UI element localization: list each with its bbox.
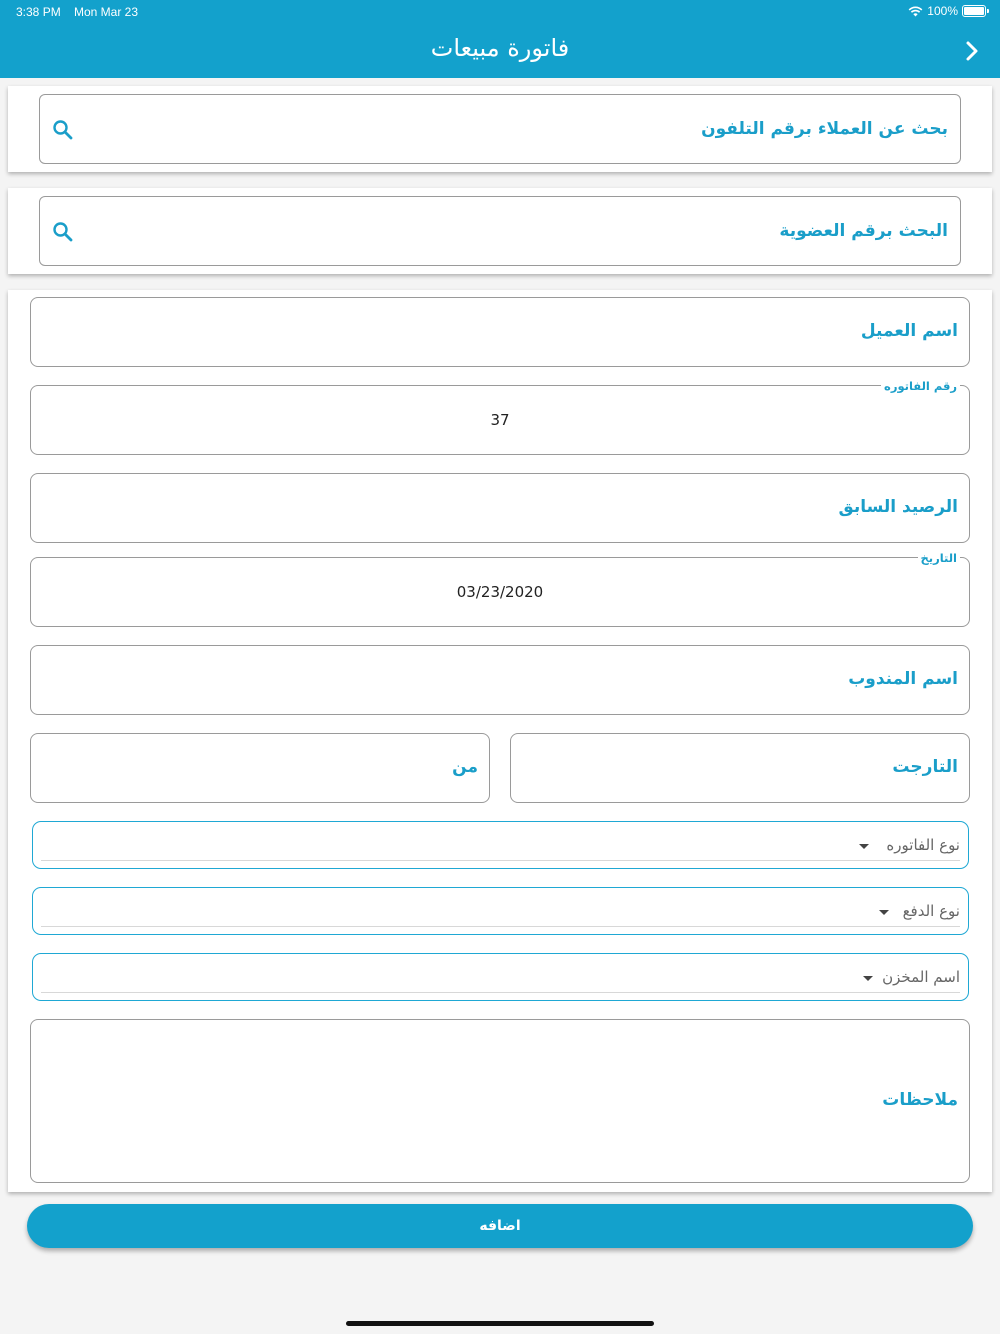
from-label: من (452, 757, 478, 777)
date-field[interactable] (30, 551, 970, 627)
caret-down-icon (859, 844, 869, 849)
customer-name-label: اسم العميل (860, 321, 958, 341)
previous-balance-field[interactable] (30, 473, 970, 543)
phone-search-input[interactable] (39, 94, 961, 164)
membership-search-label: البحث برقم العضوية (779, 221, 948, 241)
chevron-right-icon[interactable] (960, 38, 984, 64)
status-date: Mon Mar 23 (74, 5, 139, 19)
status-indicators (908, 4, 986, 18)
representative-label: اسم المندوب (848, 669, 958, 689)
notes-field[interactable] (30, 1019, 970, 1183)
target-field[interactable] (510, 733, 970, 803)
dropdown-underline (41, 860, 960, 861)
customer-name-field[interactable] (30, 297, 970, 367)
caret-down-icon (863, 976, 873, 981)
date-value: 03/23/2020 (456, 583, 544, 601)
warehouse-dropdown[interactable] (32, 953, 969, 1001)
payment-type-label: نوع الدفع (902, 902, 960, 920)
battery-icon (962, 5, 986, 17)
search-icon[interactable] (52, 221, 74, 243)
warehouse-label: اسم المخزن (882, 968, 960, 986)
previous-balance-label: الرصيد السابق (838, 497, 958, 517)
date-label: التاريخ (918, 551, 961, 565)
battery-level (964, 7, 984, 15)
invoice-form-card (8, 290, 992, 1192)
battery-percent: 100% (927, 4, 958, 18)
phone-search-card (8, 86, 992, 172)
home-indicator (346, 1321, 654, 1326)
target-label: التارجت (892, 757, 958, 777)
invoice-number-label: رقم الفاتوره (881, 379, 960, 393)
notes-label: ملاحظات (882, 1090, 958, 1110)
invoice-type-dropdown[interactable] (32, 821, 969, 869)
status-time: 3:38 PM (16, 5, 61, 19)
app-header (0, 0, 1000, 78)
payment-type-dropdown[interactable] (32, 887, 969, 935)
phone-search-label: بحث عن العملاء برقم التلفون (701, 119, 948, 139)
invoice-type-label: نوع الفاتوره (886, 836, 960, 854)
invoice-number-value: 37 (490, 411, 510, 429)
caret-down-icon (879, 910, 889, 915)
search-icon[interactable] (52, 119, 74, 141)
dropdown-underline (41, 926, 960, 927)
membership-search-input[interactable] (39, 196, 961, 266)
representative-field[interactable] (30, 645, 970, 715)
membership-search-card (8, 188, 992, 274)
wifi-icon (908, 6, 923, 17)
dropdown-underline (41, 992, 960, 993)
from-field[interactable] (30, 733, 490, 803)
add-button[interactable]: اضافه (27, 1204, 973, 1248)
page-title: فاتورة مبيعات (430, 34, 570, 62)
invoice-number-field[interactable] (30, 379, 970, 455)
